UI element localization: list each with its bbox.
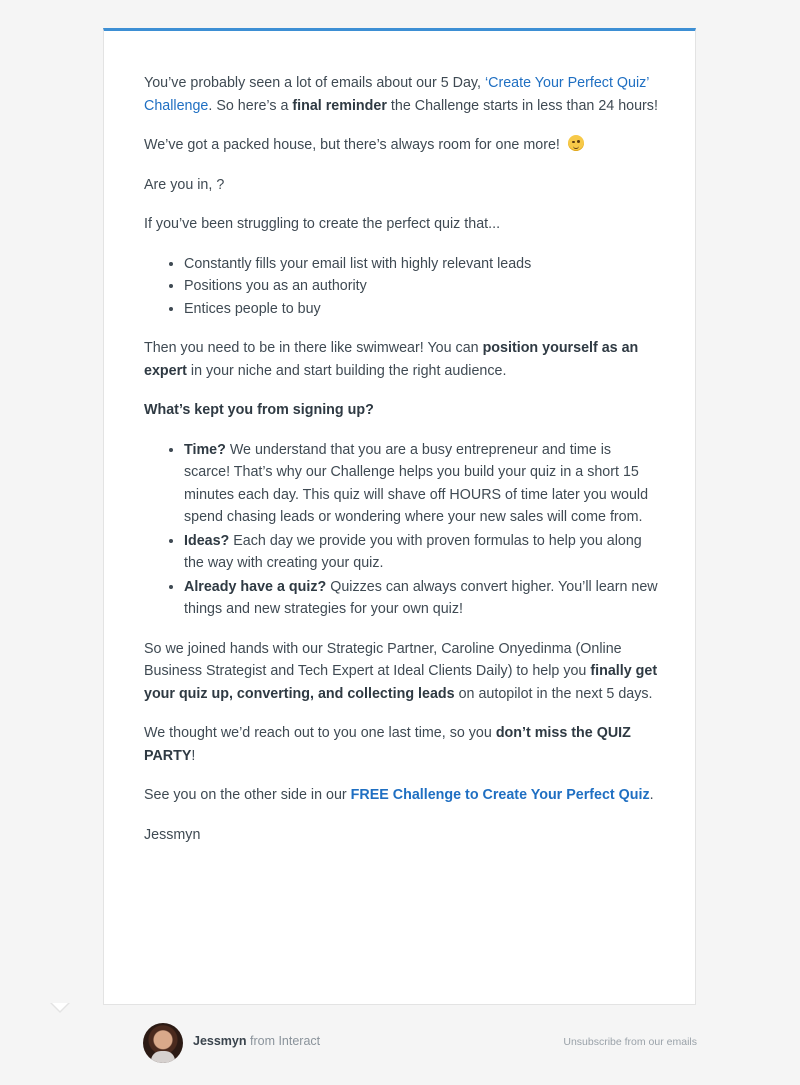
intro-text: You’ve probably seen a lot of emails about our 5 Day,	[144, 75, 485, 91]
last-time-end-text: !	[191, 747, 196, 764]
list-item: • Positions you as an authority	[184, 275, 660, 298]
swimwear-end-text: in your niche and start building the right audience.	[186, 362, 507, 379]
swimwear-paragraph	[144, 337, 660, 382]
intro-paragraph	[144, 72, 660, 117]
list-item: • Constantly fills your email list with highly relevant leads	[184, 253, 660, 276]
packed-house-paragraph	[144, 134, 660, 157]
partner-text: So we joined hands with our Strategic Partner, Caroline Onyedinma (Online Business Strategist and Tech Expert at Ideal Clients Daily) to help you	[144, 640, 622, 679]
signup-heading	[144, 399, 660, 422]
quiz-party-text: don’t miss the QUIZ PARTY	[144, 725, 631, 764]
unsubscribe-link[interactable]: Unsubscribe from our emails	[563, 1036, 697, 1048]
sender-name: Jessmyn	[193, 1034, 247, 1048]
sender-avatar	[143, 1023, 183, 1063]
list-item-text: We understand that you are a busy entrepreneur and time is scarce! That’s why our Challenge helps you build your quiz in a short 15 minutes each day. This quiz will shave off HOURS of time later you would spend chasing leads or wondering where your new sales will come from.	[184, 441, 649, 525]
list-item	[184, 439, 660, 529]
wink-emoji-icon	[568, 135, 584, 151]
packed-house-text: We’ve got a packed house, but there’s always room for one more!	[144, 137, 560, 153]
email-footer	[143, 1022, 697, 1064]
are-you-in-paragraph: Are you in, ?	[144, 176, 225, 193]
see-you-end-text: .	[649, 787, 654, 803]
sender-from: from Interact	[246, 1034, 321, 1048]
intro-mid-text: . So here’s a	[208, 97, 293, 114]
swimwear-text: Then you need to be in there like swimwear! You can	[144, 340, 483, 356]
signature: Jessmyn	[144, 826, 201, 843]
sender-line	[193, 1034, 320, 1048]
list-item: • Entices people to buy	[184, 298, 660, 321]
benefits-list	[144, 253, 660, 321]
list-item-title: Ideas?	[184, 532, 230, 549]
partner-bold-text: finally get your quiz up, converting, and collecting leads	[144, 663, 658, 702]
see-you-paragraph	[144, 784, 660, 807]
signup-heading-text: What’s kept you from signing up?	[144, 402, 374, 418]
last-time-text: We thought we’d reach out to you one last time, so you	[144, 725, 496, 741]
final-reminder-text: final reminder	[292, 97, 387, 114]
intro-end-text: the Challenge starts in less than 24 hours!	[386, 97, 658, 114]
expert-text: position yourself as an expert	[144, 340, 639, 379]
list-item-title: Already have a quiz?	[184, 578, 327, 595]
email-card	[103, 28, 696, 1005]
partner-paragraph	[144, 638, 660, 706]
email-body	[144, 72, 660, 863]
list-item-text: Each day we provide you with proven formulas to help you along the way with creating your quiz.	[184, 532, 642, 571]
list-item	[184, 576, 660, 621]
see-you-text: See you on the other side in our	[144, 787, 351, 803]
card-notch-fill	[52, 1003, 68, 1011]
list-item-title: Time?	[184, 441, 226, 458]
challenge-link[interactable]: ‘Create Your Perfect Quiz’ Challenge	[144, 75, 649, 114]
objections-list	[144, 439, 660, 621]
struggling-paragraph: If you’ve been struggling to create the perfect quiz that...	[144, 216, 501, 232]
partner-end-text: on autopilot in the next 5 days.	[454, 685, 653, 702]
last-time-paragraph	[144, 722, 660, 767]
list-item-text: Quizzes can always convert higher. You’ll learn new things and new strategies for your own quiz!	[184, 578, 658, 617]
free-challenge-link[interactable]: FREE Challenge to Create Your Perfect Quiz	[350, 787, 650, 803]
list-item	[184, 530, 660, 575]
